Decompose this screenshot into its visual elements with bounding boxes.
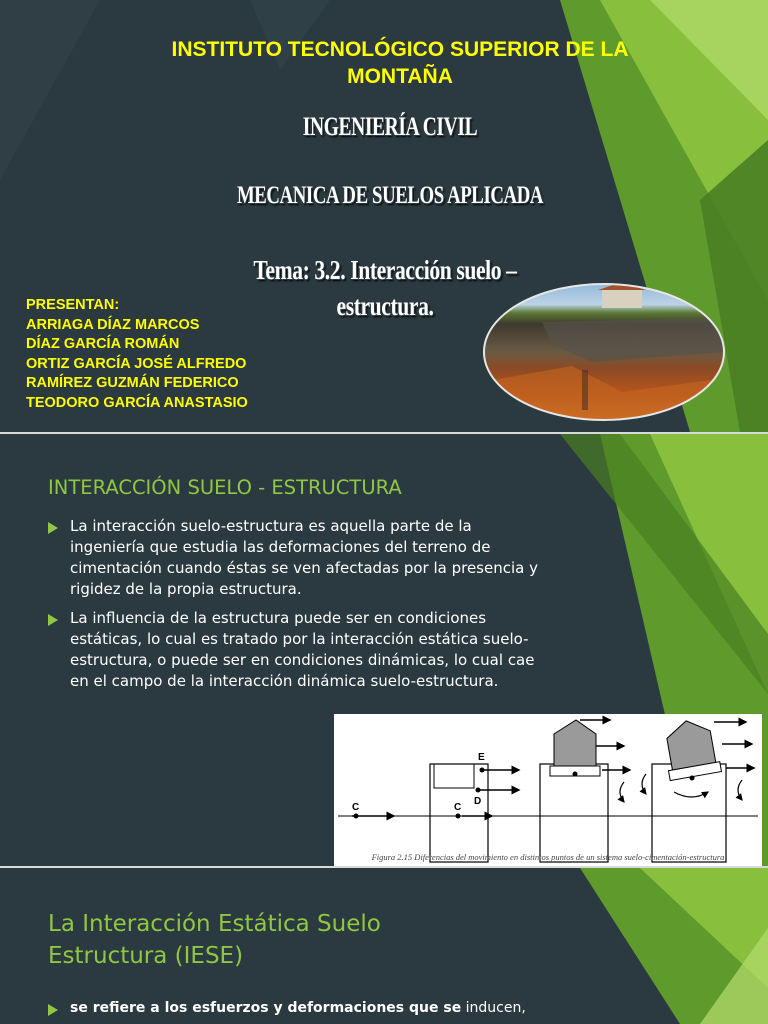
- presenters-list: [26, 296, 248, 413]
- presenter-name: ORTIZ GARCÍA JOSÉ ALFREDO: [26, 355, 247, 372]
- presenter-name: ARRIAGA DÍAZ MARCOS: [26, 316, 200, 333]
- presenter-name: TEODORO GARCÍA ANASTASIO: [26, 394, 248, 411]
- bullet-list: [48, 516, 548, 700]
- point-label: C: [454, 802, 462, 813]
- bullet-text: inducen,: [461, 1000, 526, 1016]
- interaction-diagram: [334, 714, 762, 866]
- slide-soil-structure: [0, 434, 768, 866]
- bullet-text: La interacción suelo-estructura es aquella parte de la ingeniería que estudia las deformaciones del terreno de cimentación cuando éstas se ven afectadas por la presencia y rigidez de la propia estructura.: [70, 517, 538, 598]
- career-title: INGENIERÍA CIVIL: [302, 112, 478, 141]
- point-label: C: [352, 802, 360, 813]
- bullet-text-bold: se refiere a los esfuerzos y deformaciones que se: [70, 1000, 462, 1016]
- bullet-item: [48, 1000, 630, 1016]
- section-heading: INTERACCIÓN SUELO - ESTRUCTURA: [48, 476, 402, 499]
- bullet-arrow-icon: [48, 522, 58, 534]
- presenters-heading: PRESENTAN:: [26, 297, 120, 313]
- bullet-item: [48, 608, 548, 692]
- point-label: D: [474, 796, 482, 807]
- bullet-arrow-icon: [48, 1004, 58, 1016]
- institute-title: INSTITUTO TECNOLÓGICO SUPERIOR DE LA MONTAÑA: [171, 38, 629, 88]
- subject-title: MECANICA DE SUELOS APLICADA: [236, 182, 544, 209]
- section-heading: La Interacción Estática Suelo Estructura (IESE): [48, 911, 381, 969]
- soil-profile-photo: [482, 282, 726, 422]
- topic-title: Tema: 3.2. Interacción suelo – estructura.: [253, 255, 517, 321]
- interaction-figure: [334, 714, 762, 866]
- presenter-name: DÍAZ GARCÍA ROMÁN: [26, 336, 180, 352]
- bullet-text: La influencia de la estructura puede ser en condiciones estáticas, lo cual es tratado por la interacción estática suelo-estructura, o puede ser en condiciones dinámicas, lo cual cae en el campo de la interacción dinámica suelo-estructura.: [70, 609, 535, 690]
- bullet-arrow-icon: [48, 614, 58, 626]
- presenter-name: RAMÍREZ GUZMÁN FEDERICO: [26, 375, 239, 391]
- point-label: E: [478, 752, 485, 763]
- bullet-item: [48, 516, 548, 600]
- slide-title: [0, 0, 768, 432]
- slide-iese: [0, 868, 768, 1024]
- figure-caption: Figura 2.15 Diferencias del movimiento en distintos puntos de un sistema suelo-cimentación-estructura: [371, 852, 725, 862]
